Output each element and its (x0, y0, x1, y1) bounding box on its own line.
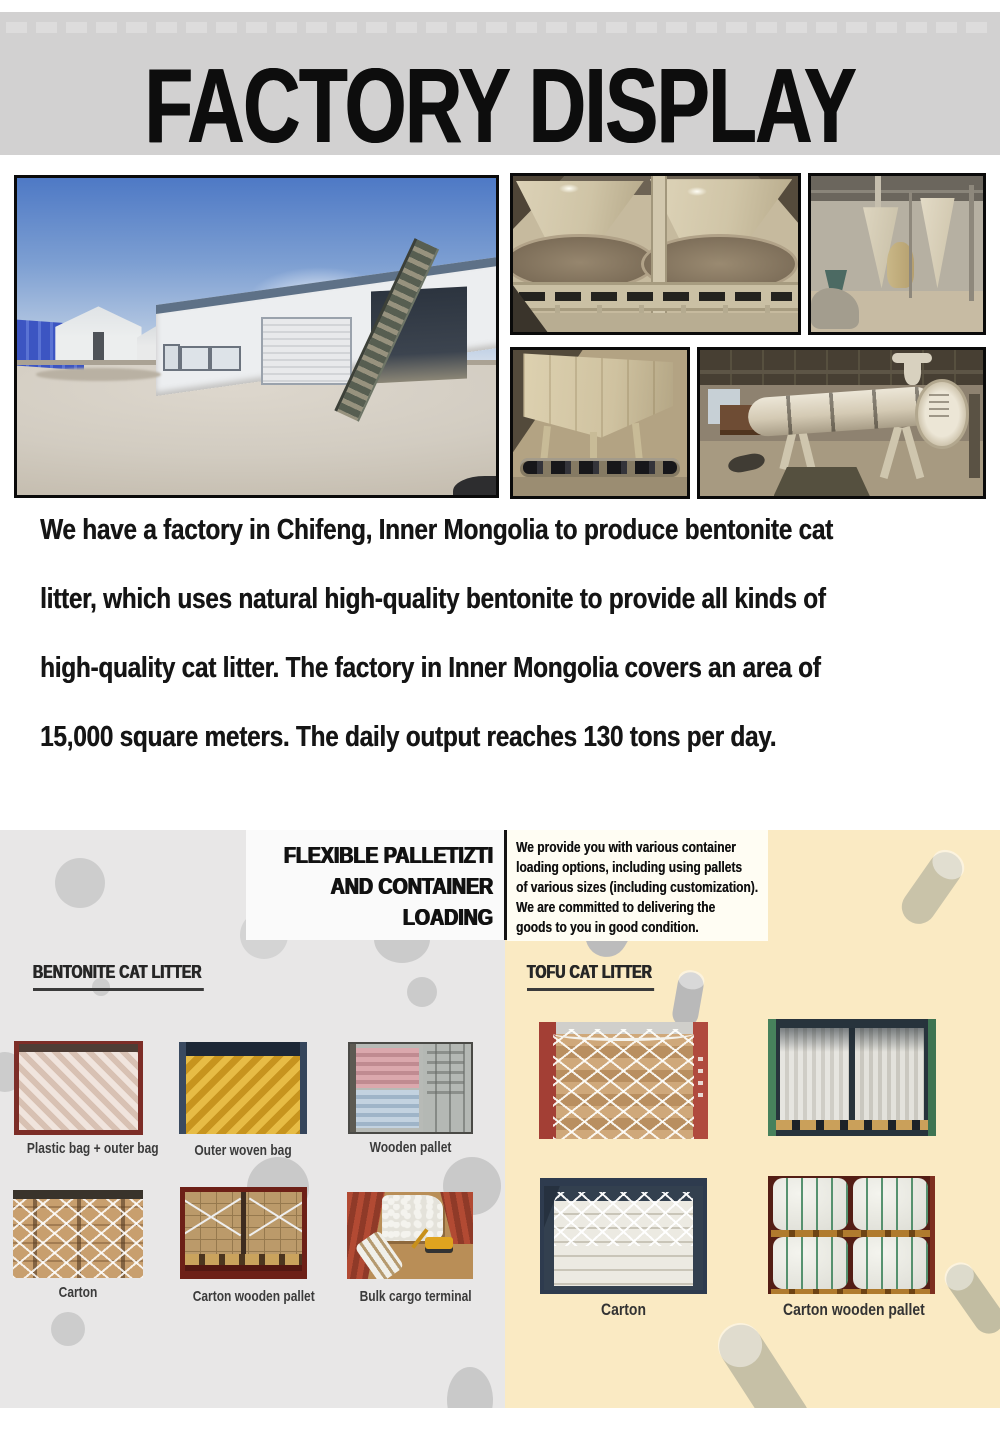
heading-bentonite-cat-litter: BENTONITE CAT LITTER (33, 962, 204, 991)
circle-decoration (407, 977, 437, 1007)
bag-straps (853, 1237, 928, 1289)
drum-markings (929, 394, 949, 420)
cylinder-decoration (940, 1258, 1000, 1339)
bag-straps (773, 1237, 848, 1289)
intro-line: litter, which uses natural high-quality bentonite to provide all kinds of (40, 583, 826, 615)
bag-texture (19, 1051, 138, 1130)
page-title: FACTORY DISPLAY (144, 47, 856, 165)
palletizing-description-line: goods to you in good condition. (516, 919, 699, 936)
caption-carton-wooden-pallet: Carton wooden pallet (192, 1288, 315, 1305)
ceiling-light (559, 184, 579, 193)
circle-decoration (55, 858, 105, 908)
caption-wooden-pallet: Wooden pallet (369, 1139, 452, 1156)
shadow (780, 1028, 924, 1051)
pallet-slat (771, 1289, 931, 1294)
blue-bag-stack (356, 1090, 419, 1129)
banner-dash-pattern (6, 22, 994, 33)
palletizing-divider (504, 830, 507, 940)
exhaust-pipe-elbow (892, 353, 932, 363)
factory-photo-hopper-room (510, 173, 801, 335)
factory-photo-storage-bins (510, 347, 690, 499)
factory-photo-yard (14, 175, 499, 498)
excavator (425, 1237, 453, 1253)
tofu-thumb-carton (540, 1178, 707, 1294)
roller-shutter-door (261, 317, 351, 384)
palletizing-description-line: of various sizes (including customization). (516, 879, 759, 896)
roof-truss (811, 176, 983, 201)
support-column (969, 185, 974, 300)
cylinder-decoration (711, 1316, 818, 1408)
floor-pit (774, 467, 870, 496)
container-frame (930, 1176, 935, 1294)
palletizing-description-box (507, 830, 768, 941)
conveyor-belt (519, 292, 793, 301)
palletizing-title-line: LOADING (402, 904, 493, 930)
support-column (909, 192, 912, 298)
intro-line: high-quality cat litter. The factory in Inner Mongolia covers an area of (40, 652, 821, 684)
bentonite-thumb-woven-bag (179, 1042, 307, 1134)
container-frame (768, 1019, 776, 1136)
belt-conveyor (520, 458, 680, 477)
bag-straps (773, 1178, 848, 1230)
caption-tofu-carton-wooden-pallet: Carton wooden pallet (783, 1300, 925, 1319)
bag-texture (186, 1055, 300, 1134)
palletizing-title-box (246, 830, 504, 940)
ground-patch (36, 368, 161, 381)
warehouse-windows (180, 346, 241, 371)
container-top (19, 1044, 138, 1052)
palletizing-description-line: We are committed to delivering the (516, 899, 716, 916)
container-frame (928, 1019, 936, 1136)
tofu-thumb-carton-net (539, 1022, 708, 1139)
caption-carton: Carton (58, 1284, 98, 1301)
tofu-thumb-carton-wooden-pallet (768, 1176, 935, 1294)
bag-straps (853, 1178, 928, 1230)
wooden-pallet (776, 1120, 927, 1131)
cargo-net (553, 1029, 695, 1139)
wooden-pallet (185, 1254, 302, 1265)
palletizing-title-line: AND CONTAINER (330, 873, 493, 899)
pallet-slat (771, 1230, 931, 1237)
cargo-net (13, 1190, 143, 1278)
container-top (13, 1190, 143, 1199)
cylinder-decoration (895, 845, 969, 930)
tofu-thumb-wrapped-pallets (768, 1019, 936, 1136)
factory-photo-mill-room (808, 173, 986, 335)
floor (513, 313, 798, 332)
palletizing-description-line: We provide you with various container (516, 839, 736, 856)
bag-mound (382, 1195, 442, 1240)
container-markings (427, 1051, 463, 1095)
bentonite-thumb-carton-wooden-pallet (180, 1187, 307, 1279)
cylinder-decoration (670, 970, 705, 1029)
bentonite-thumb-plastic-bag (14, 1041, 143, 1135)
floor (513, 477, 687, 496)
circle-decoration (51, 1312, 85, 1346)
container-sill (185, 1265, 302, 1271)
heading-tofu-cat-litter: TOFU CAT LITTER (527, 962, 654, 991)
container-top (186, 1042, 300, 1056)
caption-plastic-bag-outer-bag: Plastic bag + outer bag (26, 1140, 159, 1157)
warehouse-window-small (163, 344, 179, 370)
palletizing-title-line: FLEXIBLE PALLETIZTI (283, 842, 493, 868)
palletizing-description-line: loading options, including using pallets (516, 859, 742, 876)
ceiling-light (687, 187, 707, 196)
container-hinges (698, 1057, 703, 1104)
caption-outer-woven-bag: Outer woven bag (194, 1142, 292, 1159)
header-banner (0, 12, 1000, 165)
pallet-gap (241, 1192, 246, 1254)
steel-strut (969, 394, 980, 479)
intro-line: We have a factory in Chifeng, Inner Mongolia to produce bentonite cat (40, 514, 833, 546)
bentonite-thumb-bulk-cargo-terminal (347, 1192, 473, 1279)
caption-tofu-carton: Carton (601, 1300, 646, 1319)
factory-photo-rotary-dryer (697, 347, 986, 499)
bentonite-thumb-wooden-pallet (348, 1042, 473, 1134)
cargo-net (554, 1192, 694, 1246)
caption-bulk-cargo-terminal: Bulk cargo terminal (359, 1288, 472, 1305)
circle-decoration (447, 1367, 493, 1408)
pink-bag-stack (356, 1048, 419, 1088)
bentonite-thumb-carton (13, 1190, 143, 1278)
intro-line: 15,000 square meters. The daily output reaches 130 tons per day. (40, 721, 777, 753)
